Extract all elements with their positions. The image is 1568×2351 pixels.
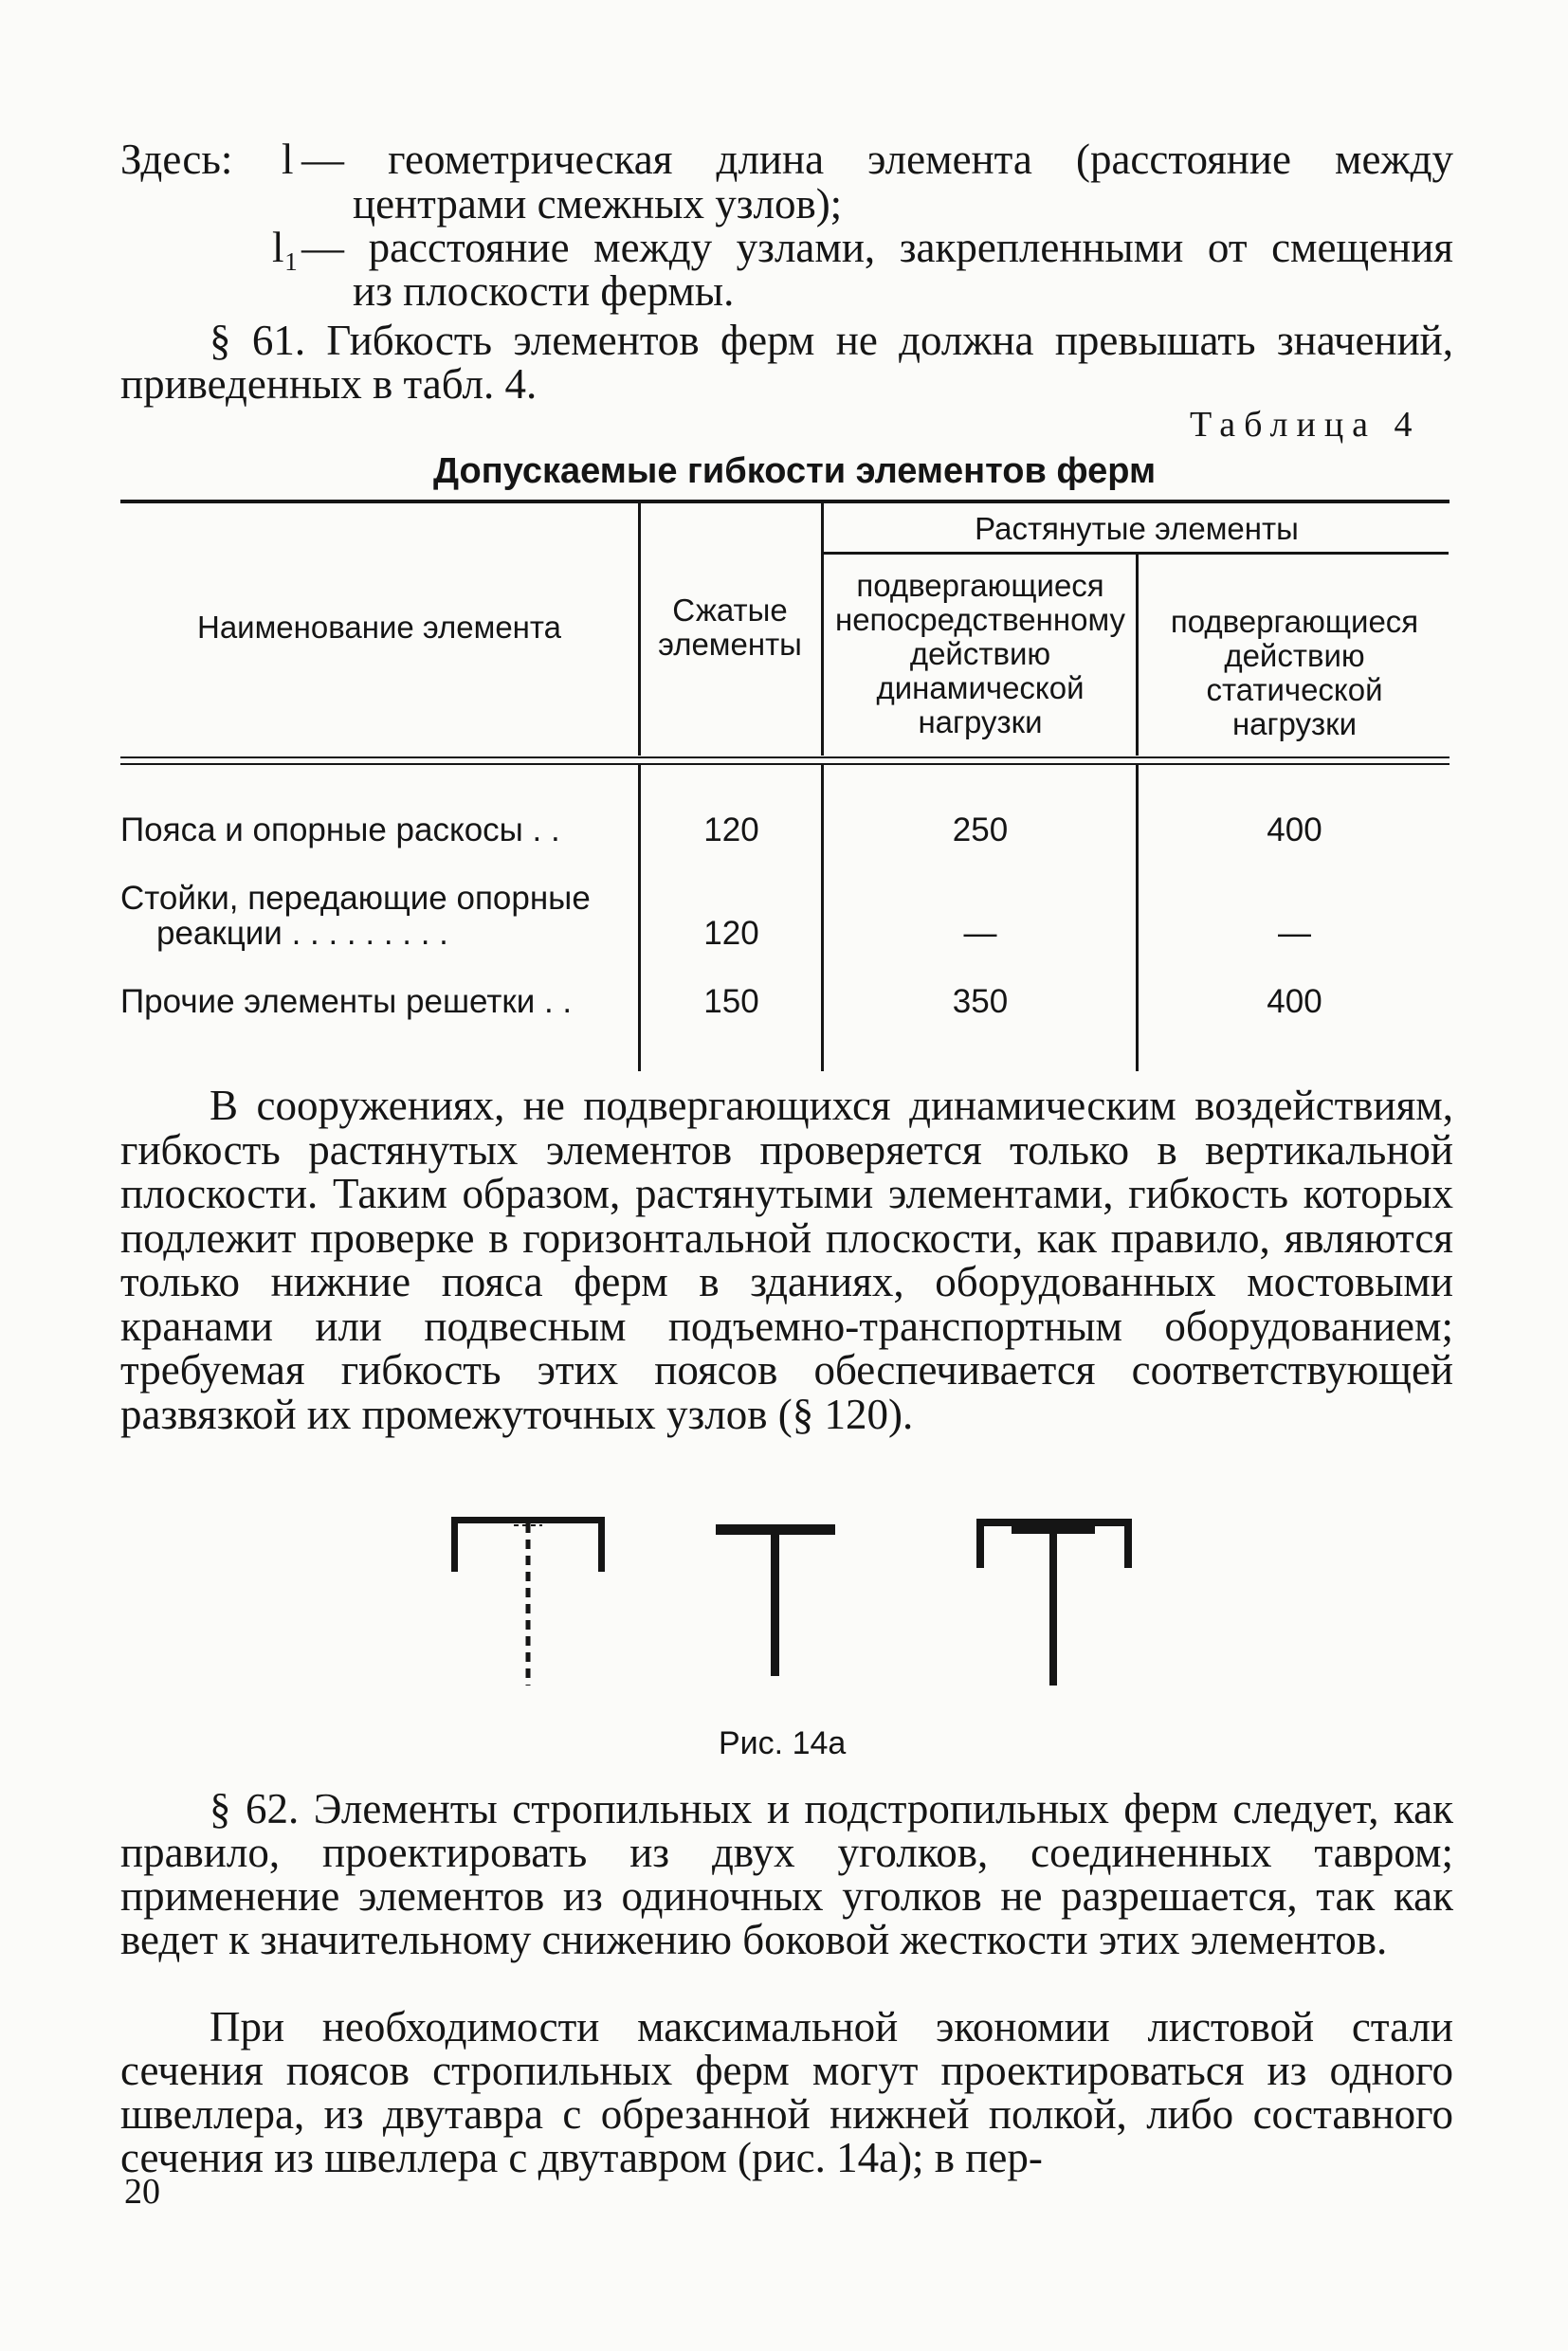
row-3-dynamic: 350: [952, 983, 1009, 1020]
row-2-dynamic: —: [963, 915, 997, 952]
definitions-intro: Здесь:: [120, 136, 233, 183]
figure-caption: Рис. 14а: [719, 1725, 847, 1761]
section-channel-icon: [451, 1517, 605, 1686]
col-divider-3-body: [1136, 765, 1139, 1071]
paragraph-structures: В сооружениях, не подвергающихся динамическим воздействиям, гибкость растянутых элементов проверяется только в вертикальной плоскости. Таким образом, растянутыми элементами, гибкость которых подлежит проверке в горизонтальной плоскости, как правило, являются только нижние пояса ферм в зданиях, оборудованных мостовыми кранами или подвесным подъемно-транспортным оборудованием; требуемая гибкость этих поясов обеспечивается соответствующей развязкой их промежуточных узлов (§ 120).: [120, 1082, 1453, 1438]
row-1-dynamic: 250: [952, 811, 1009, 848]
header-bottom-rule-1: [120, 756, 1449, 758]
col-divider-2-body: [821, 765, 824, 1071]
row-2-name-line2: реакции . . . . . . . . .: [156, 915, 448, 952]
table-title: Допускаемые гибкости элементов ферм: [433, 451, 1157, 491]
definition-l1-line2: из плоскости фермы.: [353, 267, 735, 315]
row-1-name: Пояса и опорные раскосы . .: [120, 811, 560, 848]
row-3-static: 400: [1267, 983, 1322, 1020]
section-composite-icon: [976, 1519, 1132, 1686]
figure-14a: [446, 1498, 1147, 1716]
header-name: Наименование элемента: [196, 610, 561, 645]
header-dynamic: подвергающиеся непосредственному действию динамической нагрузки: [834, 568, 1126, 739]
paragraph-62: § 62. Элементы стропильных и подстропильных ферм следует, как правило, проектировать из двух уголков, соединенных тавром; применение элементов из одиночных уголков не разрешается, так как ведет к значительному снижению боковой жесткости этих элементов.: [120, 1785, 1453, 1963]
symbol-l: l: [282, 136, 294, 183]
col-divider-3-head: [1136, 555, 1139, 756]
header-bottom-rule-2: [120, 763, 1449, 765]
table-top-rule: [120, 500, 1449, 503]
paragraph-61: § 61. Гибкость элементов ферм не должна превышать значений, приведенных в табл. 4.: [120, 317, 1453, 408]
page-number: 20: [124, 2172, 160, 2212]
table-number: Таблица 4: [1190, 405, 1421, 445]
col-divider-1-head: [638, 503, 641, 756]
section-tee-icon: [716, 1524, 835, 1676]
paragraph-economy: При необходимости максимальной экономии листовой стали сечения поясов стропильных ферм могут проектироваться из одного швеллера, из двутавра с обрезанной нижней полкой, либо составного сечения из швеллера с двутавром (рис. 14а); в пер-: [120, 2003, 1453, 2181]
definition-l-line2: центрами смежных узлов);: [353, 180, 843, 228]
definition-l-line1: — геометрическая длина элемента (расстояние между: [301, 136, 1453, 183]
row-3-name: Прочие элементы решетки . .: [120, 983, 573, 1020]
row-2-static: —: [1278, 915, 1311, 952]
col-divider-1-body: [638, 765, 641, 1071]
row-2-name-line1: Стойки, передающие опорные: [120, 880, 591, 917]
row-2-compressed: 120: [703, 915, 759, 952]
row-1-static: 400: [1267, 811, 1322, 848]
header-tensioned: Растянутые элементы: [975, 511, 1299, 546]
symbol-l1: l₁: [272, 224, 300, 271]
row-3-compressed: 150: [703, 983, 759, 1020]
header-compressed: Сжатые элементы: [658, 592, 802, 662]
row-1-compressed: 120: [703, 811, 759, 848]
header-static: подвергающиеся действию статической нагрузки: [1170, 604, 1419, 741]
definition-l1-line1: — расстояние между узлами, закрепленными от смещения: [301, 224, 1453, 271]
